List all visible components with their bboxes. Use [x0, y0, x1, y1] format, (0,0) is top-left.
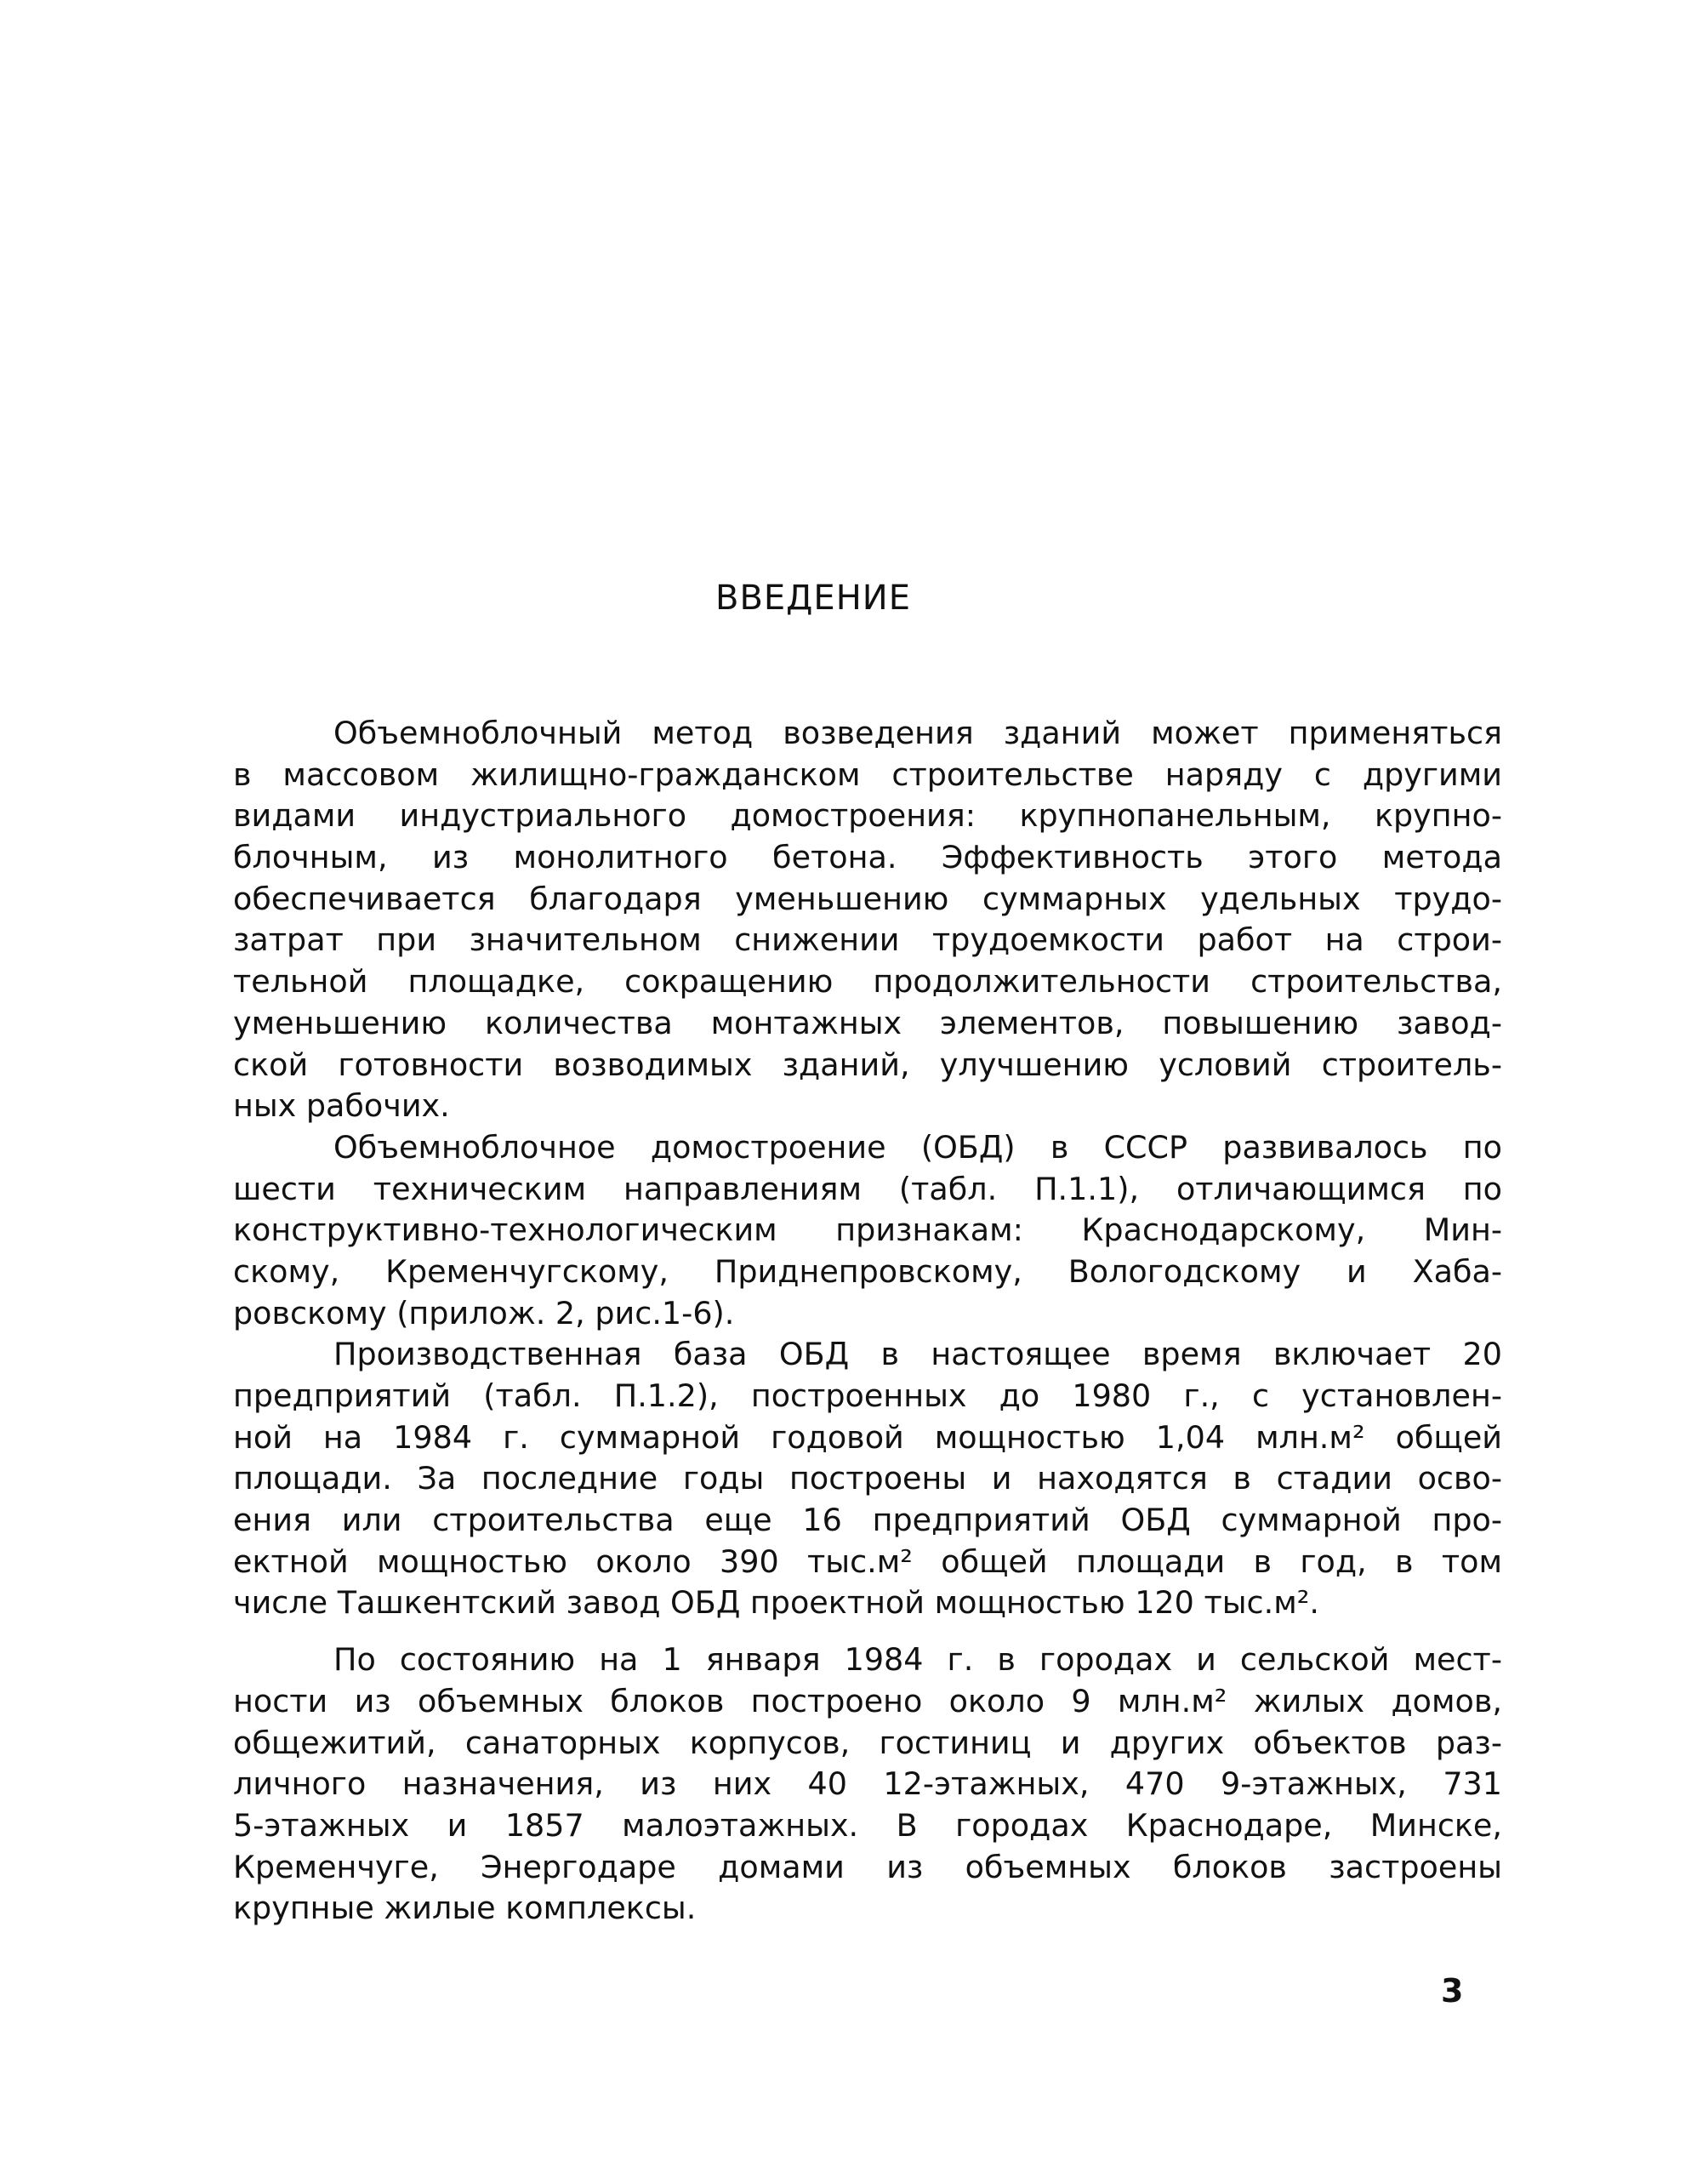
text-line: ровскому (прилож. 2, рис.1-6). [233, 1294, 735, 1331]
page-title: ВВЕДЕНИЕ [715, 579, 911, 618]
paragraph-2 [233, 1127, 1502, 1334]
text-line: ектной мощностью около 390 тыс.м² общей площади в год, в том [233, 1542, 1502, 1580]
text-line: Объемноблочный метод возведения зданий может применяться [333, 715, 1502, 751]
text-line: Кременчуге, Энергодаре домами из объемных блоков застроены [233, 1848, 1502, 1885]
text-line: По состоянию на 1 января 1984 г. в городах и сельской мест- [333, 1641, 1502, 1679]
text-line: 5-этажных и 1857 малоэтажных. В городах Краснодаре, Минске, [233, 1806, 1502, 1844]
text-line: ения или строительства еще 16 предприятий ОБД суммарной про- [233, 1502, 1502, 1539]
text-line: Объемноблочное домостроение (ОБД) в СССР развивалось по [333, 1128, 1502, 1166]
text-line: общежитий, санаторных корпусов, гостиниц и других объектов раз- [233, 1724, 1502, 1761]
text-line: личного назначения, из них 40 12-этажных, 470 9-этажных, 731 [233, 1765, 1502, 1803]
page-number: 3 [1441, 1972, 1464, 2010]
text-line: ной на 1984 г. суммарной годовой мощностью 1,04 млн.м² общей [233, 1418, 1502, 1456]
text-line: ных рабочих. [233, 1087, 450, 1125]
paragraph-4 [233, 1639, 1502, 1930]
text-line: в массовом жилищно-гражданском строительстве наряду с другими [233, 755, 1502, 793]
paragraph-3 [233, 1334, 1502, 1624]
text-line: блочным, из монолитного бетона. Эффективность этого метода [233, 839, 1502, 876]
text-line: числе Ташкентский завод ОБД проектной мощностью 120 тыс.м². [233, 1584, 1319, 1622]
text-line: площади. За последние годы построены и находятся в стадии осво- [233, 1460, 1502, 1497]
text-line: крупные жилые комплексы. [233, 1890, 697, 1927]
text-line: предприятий (табл. П.1.2), построенных до 1980 г., с установлен- [233, 1377, 1502, 1414]
text-line: конструктивно-технологическим признакам: Краснодарскому, Мин- [233, 1212, 1502, 1249]
paragraph-gap [233, 1624, 1502, 1639]
text-line: шести техническим направлениям (табл. П.1.1), отличающимся по [233, 1170, 1502, 1207]
text-line: ности из объемных блоков построено около 9 млн.м² жилых домов, [233, 1682, 1502, 1719]
text-line: Производственная база ОБД в настоящее время включает 20 [333, 1336, 1502, 1373]
text-line: затрат при значительном снижении трудоемкости работ на строи- [233, 921, 1502, 959]
text-line: видами индустриального домостроения: крупнопанельным, крупно- [233, 797, 1502, 835]
text-line: обеспечивается благодаря уменьшению суммарных удельных трудо- [233, 880, 1502, 917]
text-line: тельной площадке, сокращению продолжительности строительства, [233, 963, 1502, 1001]
text-line: скому, Кременчугскому, Приднепровскому, Вологодскому и Хаба- [233, 1252, 1502, 1290]
paragraph-1 [233, 713, 1502, 1127]
body-text [233, 713, 1502, 1930]
text-line: ской готовности возводимых зданий, улучшению условий строитель- [233, 1046, 1502, 1083]
text-line: уменьшению количества монтажных элементов, повышению завод- [233, 1004, 1502, 1041]
